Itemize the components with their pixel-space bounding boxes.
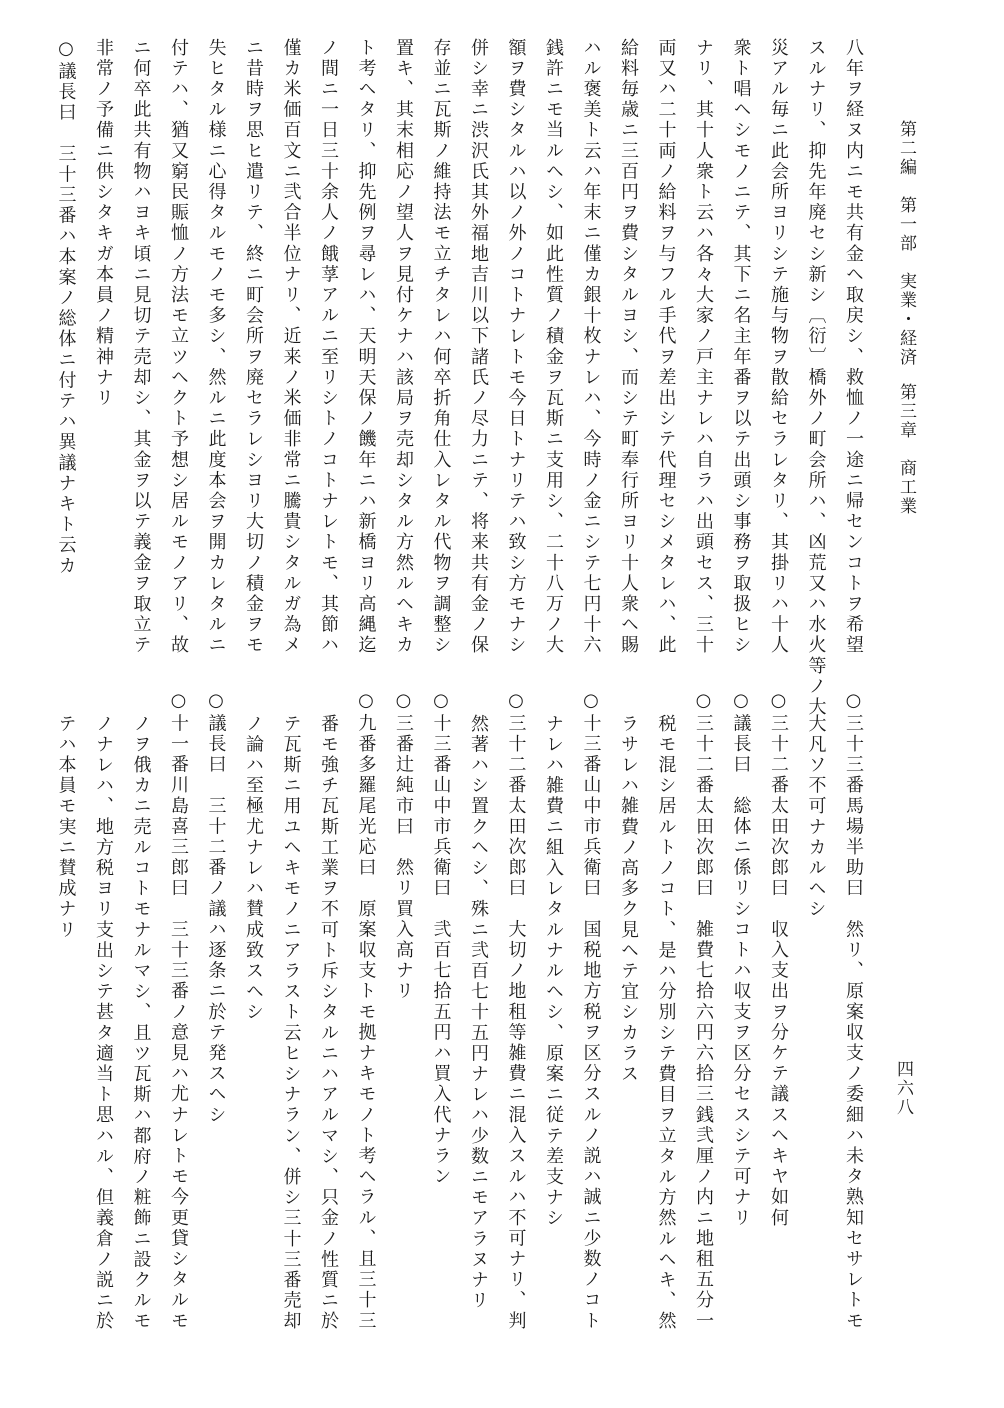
text-line: スルナリ、抑先年廃セシ新シ〔衍〕橋外ノ町会所ハ、凶荒又ハ水火等ノ大 [805, 38, 827, 718]
text-line: 付テハ、猶又窮民賑恤ノ方法モ立ツヘクト予想シ居ルモノアリ、故 [168, 38, 189, 656]
text-line: ○議長曰 三十三番ハ本案ノ総体ニ付テハ異議ナキト云カ [55, 38, 77, 577]
text-line: ニ昔時ヲ思ヒ遣リテ、終ニ町会所ヲ廃セラレシヨリ大切ノ積金ヲモ [243, 38, 264, 656]
text-line: ○九番多羅尾光応曰 原案収支トモ拠ナキモノト考ヘラル、且三十三 [355, 690, 377, 1332]
text-line: ナリ、其十人衆ト云ハ各々大家ノ戸主ナレハ自ラハ出頭セス、三十 [693, 38, 714, 656]
text-line: ノヲ俄カニ売ルコトモナルマシ、且ツ瓦斯ハ都府ノ粧飾ニ設クルモ [130, 714, 152, 1332]
text-line: ニ何卒此共有物ハヨキ頃ニ見切テ売却シ、其金ヲ以テ義金ヲ取立テ [130, 38, 152, 656]
text-line: 僅カ米価百文ニ弐合半位ナリ、近来ノ米価非常ニ騰貴シタルガ為メ [280, 38, 302, 656]
text-line: 失ヒタル様ニ心得タルモノモ多シ、然ルニ此度本会ヲ開カレタルニ [205, 38, 227, 656]
text-line: ○三十二番太田次郎曰 収入支出ヲ分ケテ議スヘキヤ如何 [768, 690, 789, 1229]
header-chapter-title: 第三章 商工業 [896, 383, 916, 516]
text-line: ○議長曰 総体ニ係リシコトハ収支ヲ区分セスシテ可ナリ [730, 690, 752, 1229]
text-line: 両又ハ二十両ノ給料ヲ与フル手代ヲ差出シテ代理セシメタレハ、此 [655, 38, 677, 656]
text-line: ○三十三番馬場半助曰 然リ、原案収支ノ委細ハ未タ熟知セサレトモ [843, 690, 864, 1332]
text-line: ○十三番山中市兵衛曰 国税地方税ヲ区分スルノ説ハ誠ニ少数ノコト [580, 690, 602, 1332]
page-number: 四六八 [893, 1060, 913, 1117]
running-header [897, 120, 914, 680]
text-line: ○十一番川島喜三郎曰 三十三番ノ意見ハ尤ナレトモ今更貸シタルモ [168, 690, 189, 1332]
header-part-title: 第二編 第一部 実業・経済 [896, 120, 916, 367]
text-line: ○三番辻純市曰 然リ買入高ナリ [393, 690, 414, 1002]
text-line: ト考ヘタリ、抑先例ヲ尋レハ、天明天保ノ饑年ニハ新橋ヨリ高縄迄 [355, 38, 377, 656]
text-line: テハ本員モ実ニ賛成ナリ [55, 714, 77, 941]
text-line: 八年ヲ経ヌ内ニモ共有金ヘ取戻シ、救恤ノ一途ニ帰センコトヲ希望 [843, 38, 864, 656]
upper-text-block [47, 38, 872, 718]
text-line: 然著ハシ置クヘシ、殊ニ弐百七十五円ナレハ少数ニモアラヌナリ [468, 714, 489, 1312]
text-line: ナレハ雑費ニ組入レタルナルヘシ、原案ニ従テ差支ナシ [543, 714, 564, 1229]
text-line: 給料毎歳ニ三百円ヲ費シタルヨシ、而シテ町奉行所ヨリ十人衆ヘ賜 [618, 38, 639, 656]
text-line: 税モ混シ居ルトノコト、是ハ分別シテ費目ヲ立タル方然ルヘキ、然 [655, 714, 677, 1332]
text-line: ノ間ニ一日三十余人ノ餓莩アルニ至リシトノコトナレトモ、其節ハ [318, 38, 339, 656]
text-line: 災アル毎ニ此会所ヨリシテ施与物ヲ散給セラレタリ、其掛リハ十人 [768, 38, 789, 656]
text-line: 併シ幸ニ渋沢氏其外福地吉川以下諸氏ノ尽力ニテ、将来共有金ノ保 [468, 38, 489, 656]
text-line: 存並ニ瓦斯ノ維持法モ立チタレハ何卒折角仕入レタル代物ヲ調整シ [430, 38, 452, 656]
text-line: ○議長曰 三十二番ノ議ハ逐条ニ於テ発スヘシ [205, 690, 227, 1126]
text-line: 銭許ニモ当ルヘシ、如此性質ノ積金ヲ瓦斯ニ支用シ、二十八万ノ大 [543, 38, 564, 656]
text-line: ○十三番山中市兵衛曰 弐百七拾五円ハ買入代ナラン [430, 690, 452, 1188]
text-line: 置キ、其末相応ノ望人ヲ見付ケナハ該局ヲ売却シタル方然ルヘキカ [393, 38, 414, 656]
text-line: ノナレハ、地方税ヨリ支出シテ甚タ適当ト思ハル、但義倉ノ説ニ於 [93, 714, 114, 1332]
text-line: 額ヲ費シタルハ以ノ外ノコトナレトモ今日トナリテハ致シ方モナシ [505, 38, 527, 656]
text-line: 衆ト唱ヘシモノニテ、其下ニ名主年番ヲ以テ出頭シ事務ヲ取扱ヒシ [730, 38, 752, 656]
text-line: ハル褒美ト云ハ年末ニ僅カ銀十枚ナレハ、今時ノ金ニシテ七円十六 [580, 38, 602, 656]
text-line: ○三十二番太田次郎曰 大切ノ地租等雑費ニ混入スルハ不可ナリ、判 [505, 690, 527, 1332]
text-line: 非常ノ予備ニ供シタキガ本員ノ精神ナリ [93, 38, 114, 409]
text-line: テ瓦斯ニ用ユヘキモノニアラスト云ヒシナラン、併シ三十三番売却 [280, 714, 302, 1332]
text-line: 番モ強チ瓦斯工業ヲ不可ト斥シタルニハアルマシ、只金ノ性質ニ於 [318, 714, 339, 1332]
text-line: ラサレハ雑費ノ高多ク見ヘテ宜シカラス [618, 714, 639, 1085]
text-line: 大凡ソ不可ナカルヘシ [805, 714, 827, 920]
text-line: ノ論ハ至極尤ナレハ賛成致スヘシ [243, 714, 264, 1023]
text-line: ○三十二番太田次郎曰 雑費七拾六円六拾三銭弐厘ノ内ニ地租五分一 [693, 690, 714, 1332]
lower-text-block [47, 690, 872, 1390]
